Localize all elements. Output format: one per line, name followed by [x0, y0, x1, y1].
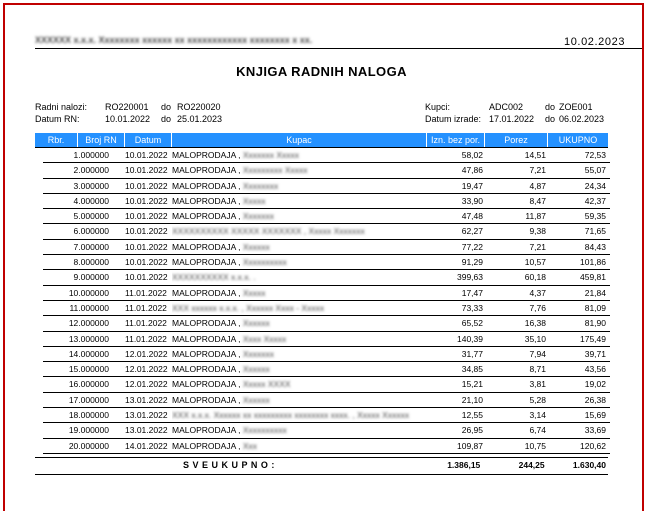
row-izn-bez-por: 399,63	[457, 272, 483, 283]
row-kupac-redacted: Xxxxxxxxx Xxxxx	[242, 165, 308, 176]
row-porez: 3,81	[529, 379, 546, 390]
filter-kupci	[425, 101, 604, 113]
row-kupac	[172, 194, 427, 209]
row-porez: 3,14	[529, 410, 546, 421]
row-kupac-redacted: Xxxxxxxxxx	[242, 425, 287, 436]
row-ukupno: 33,69	[584, 425, 606, 436]
col-header-rbr: Rbr.	[35, 133, 78, 147]
row-kupac-redacted: Xxxxx	[242, 195, 266, 206]
header-divider	[35, 48, 644, 49]
table-row	[35, 423, 608, 438]
row-kupac	[172, 423, 427, 438]
row-kupac	[172, 163, 427, 178]
row-kupac-prefix: MALOPRODAJA ,	[172, 241, 243, 252]
row-kupac-redacted: Xxxxxxx	[242, 348, 275, 359]
row-kupac-prefix: MALOPRODAJA ,	[172, 333, 243, 344]
row-kupac-prefix: MALOPRODAJA ,	[172, 364, 243, 375]
row-broj-rn: 10.000000	[68, 287, 109, 298]
col-header-porez: Porez	[485, 133, 548, 147]
row-ukupno: 39,71	[584, 348, 606, 359]
row-datum: 13.01.2022	[125, 410, 168, 421]
filter-separator: do	[161, 102, 172, 112]
filter-from: 10.01.2022	[105, 114, 151, 124]
row-broj-rn: 20.000000	[68, 440, 109, 451]
row-kupac	[172, 240, 427, 255]
row-kupac-redacted: Xxxxxxx	[242, 211, 275, 222]
table-row	[35, 270, 608, 285]
row-kupac	[172, 270, 427, 285]
row-broj-rn: 13.000000	[68, 333, 109, 344]
row-izn-bez-por: 19,47	[461, 180, 483, 191]
row-kupac-prefix: MALOPRODAJA ,	[172, 211, 243, 222]
row-ukupno: 43,56	[584, 364, 606, 375]
table-header	[35, 133, 608, 147]
table-row	[35, 163, 608, 178]
row-datum: 10.01.2022	[125, 165, 168, 176]
row-ukupno: 55,07	[584, 165, 606, 176]
row-izn-bez-por: 47,48	[461, 211, 483, 222]
row-datum: 11.01.2022	[125, 287, 167, 298]
row-broj-rn: 17.000000	[68, 394, 109, 405]
row-kupac-redacted: XXX xxxxxx x.x.x. , Xxxxxx Xxxx - Xxxxx	[172, 302, 325, 313]
filter-separator: do	[545, 114, 556, 124]
row-kupac	[172, 301, 427, 316]
row-kupac	[172, 362, 427, 377]
table-rows	[35, 147, 608, 454]
row-izn-bez-por: 33,90	[461, 195, 483, 206]
table-row	[35, 301, 608, 316]
filter-separator: do	[161, 114, 172, 124]
row-broj-rn: 8.000000	[73, 257, 109, 268]
row-porez: 11,87	[525, 211, 546, 222]
filter-from: ADC002	[489, 102, 524, 112]
row-kupac-redacted: XXX x.x.x. Xxxxxx xx xxxxxxxxx xxxxxxxx xxxx. , Xxxxx Xxxxxx	[172, 410, 410, 421]
row-izn-bez-por: 58,02	[461, 150, 483, 160]
row-ukupno: 120,62	[580, 440, 606, 451]
row-kupac-redacted: Xxxx Xxxxx	[242, 333, 287, 344]
table-row	[35, 148, 608, 163]
filter-label: Datum izrade:	[425, 114, 482, 124]
filter-datum-rn	[35, 113, 222, 125]
row-datum: 10.01.2022	[125, 272, 168, 283]
row-broj-rn: 16.000000	[68, 379, 109, 390]
row-broj-rn: 2.000000	[73, 165, 109, 176]
table-row	[35, 362, 608, 377]
filter-from: RO220001	[105, 102, 149, 112]
row-porez: 16,38	[524, 318, 546, 329]
table-row	[35, 439, 608, 454]
row-porez: 8,71	[529, 364, 546, 375]
row-datum: 10.01.2022	[125, 241, 168, 252]
filter-label: Kupci:	[425, 102, 451, 112]
total-ukupno: 1.630,40	[572, 459, 606, 470]
total-izn: 1.386,15	[447, 459, 481, 470]
row-porez: 10,75	[524, 440, 546, 451]
row-kupac-prefix: MALOPRODAJA ,	[172, 348, 243, 359]
row-porez: 4,37	[529, 287, 546, 298]
table-row	[35, 347, 608, 362]
col-header-broj-rn: Broj RN	[78, 133, 125, 147]
row-ukupno: 26,38	[584, 394, 606, 405]
row-izn-bez-por: 73,33	[461, 302, 483, 313]
row-kupac-prefix: MALOPRODAJA ,	[172, 195, 243, 206]
total-porez: 244,25	[518, 459, 545, 470]
row-ukupno: 84,43	[584, 241, 606, 252]
row-kupac-redacted: Xxxxxxx Xxxxx	[242, 150, 300, 160]
row-kupac	[172, 316, 427, 331]
col-header-izn-bez-por: Izn. bez por.	[427, 133, 485, 147]
row-ukupno: 21,84	[584, 287, 606, 298]
report-window	[3, 3, 644, 511]
row-izn-bez-por: 62,27	[461, 226, 483, 237]
row-kupac-redacted: XXXXXXXXXX x.x.x. .	[172, 272, 256, 283]
table-row	[35, 194, 608, 209]
row-kupac-prefix: MALOPRODAJA ,	[172, 318, 243, 329]
row-porez: 4,87	[529, 180, 546, 191]
row-broj-rn: 18.000000	[68, 410, 109, 421]
filter-label: Radni nalozi:	[35, 102, 88, 112]
row-ukupno: 81,90	[584, 318, 606, 329]
row-porez: 5,28	[529, 394, 546, 405]
row-izn-bez-por: 109,87	[457, 440, 483, 451]
col-header-ukupno: UKUPNO	[558, 135, 598, 145]
filter-to: RO220020	[177, 102, 221, 112]
table-row	[35, 393, 608, 408]
row-ukupno: 71,65	[584, 226, 606, 237]
filter-label: Datum RN:	[35, 114, 80, 124]
row-broj-rn: 19.000000	[68, 425, 109, 436]
row-kupac-redacted: Xxxxxxxxxx	[242, 257, 287, 268]
row-kupac	[172, 408, 427, 423]
row-kupac	[172, 347, 427, 362]
table-row	[35, 316, 608, 331]
row-ukupno: 101,86	[580, 257, 606, 268]
row-broj-rn: 1.000000	[73, 150, 109, 160]
row-kupac-redacted: Xxx	[242, 440, 258, 451]
row-datum: 11.01.2022	[125, 333, 167, 344]
row-izn-bez-por: 77,22	[461, 241, 483, 252]
page-title: KNJIGA RADNIH NALOGA	[236, 64, 407, 79]
row-broj-rn: 7.000000	[73, 241, 109, 252]
row-datum: 10.01.2022	[125, 257, 168, 268]
total-label: S V E U K U P N O :	[183, 459, 275, 470]
row-kupac-redacted: Xxxxx XXXX	[242, 379, 291, 390]
row-kupac-prefix: MALOPRODAJA ,	[172, 257, 243, 268]
row-broj-rn: 14.000000	[68, 348, 109, 359]
table-row	[35, 255, 608, 270]
table-row	[35, 332, 608, 347]
row-izn-bez-por: 34,85	[461, 364, 483, 375]
row-kupac	[172, 393, 427, 408]
row-broj-rn: 9.000000	[73, 272, 109, 283]
filter-to: ZOE001	[559, 102, 593, 112]
filter-datum-izrade	[425, 113, 604, 125]
row-ukupno: 175,49	[580, 333, 606, 344]
row-datum: 10.01.2022	[125, 226, 168, 237]
row-datum: 11.01.2022	[125, 318, 167, 329]
row-ukupno: 59,35	[584, 211, 606, 222]
row-izn-bez-por: 12,55	[461, 410, 483, 421]
row-kupac-redacted: Xxxxxx	[242, 318, 270, 329]
row-datum: 13.01.2022	[125, 394, 168, 405]
col-header-datum: Datum	[125, 133, 172, 147]
report-date: 10.02.2023	[564, 36, 626, 48]
row-izn-bez-por: 91,29	[461, 257, 483, 268]
table-row	[35, 224, 608, 239]
row-kupac-redacted: Xxxxxx	[242, 364, 270, 375]
row-broj-rn: 12.000000	[68, 318, 109, 329]
row-izn-bez-por: 65,52	[461, 318, 483, 329]
row-porez: 60,18	[524, 272, 546, 283]
row-porez: 7,21	[529, 165, 546, 176]
row-porez: 14,51	[524, 150, 546, 160]
table-row	[35, 209, 608, 224]
row-porez: 8,47	[529, 195, 546, 206]
row-izn-bez-por: 31,77	[461, 348, 483, 359]
row-izn-bez-por: 26,95	[461, 425, 483, 436]
row-kupac-prefix: MALOPRODAJA ,	[172, 150, 243, 160]
filters-right	[425, 101, 604, 125]
row-porez: 6,74	[529, 425, 546, 436]
filter-radni-nalozi	[35, 101, 222, 113]
table-row	[35, 286, 608, 301]
row-kupac	[172, 377, 427, 392]
row-kupac-redacted: Xxxxxx	[242, 241, 270, 252]
row-kupac	[172, 439, 427, 454]
row-broj-rn: 4.000000	[73, 195, 109, 206]
work-orders-table	[35, 133, 608, 475]
total-row	[35, 457, 608, 475]
row-datum: 10.01.2022	[125, 150, 168, 160]
row-kupac-prefix: MALOPRODAJA ,	[172, 440, 243, 451]
row-ukupno: 24,34	[584, 180, 606, 191]
row-kupac-prefix: MALOPRODAJA ,	[172, 425, 243, 436]
row-ukupno: 459,81	[580, 272, 606, 283]
row-ukupno: 19,02	[584, 379, 606, 390]
row-kupac	[172, 148, 427, 163]
col-header-kupac: Kupac	[172, 133, 427, 147]
row-datum: 12.01.2022	[125, 348, 168, 359]
row-broj-rn: 11.000000	[69, 302, 109, 313]
row-porez: 10,57	[524, 257, 546, 268]
row-datum: 10.01.2022	[125, 211, 168, 222]
table-row	[35, 408, 608, 423]
row-kupac	[172, 286, 427, 301]
table-row	[35, 179, 608, 194]
row-datum: 12.01.2022	[125, 364, 168, 375]
row-porez: 35,10	[524, 333, 546, 344]
row-datum: 12.01.2022	[125, 379, 168, 390]
row-kupac-prefix: MALOPRODAJA ,	[172, 379, 243, 390]
row-kupac-prefix: MALOPRODAJA ,	[172, 287, 243, 298]
row-ukupno: 42,37	[584, 195, 606, 206]
row-izn-bez-por: 15,21	[461, 379, 483, 390]
row-ukupno: 81,09	[584, 302, 606, 313]
filter-from: 17.01.2022	[489, 114, 535, 124]
row-porez: 7,21	[529, 241, 546, 252]
row-kupac	[172, 332, 427, 347]
row-kupac-redacted: Xxxxxx	[242, 394, 270, 405]
row-ukupno: 72,53	[584, 150, 606, 160]
row-izn-bez-por: 17,47	[461, 287, 483, 298]
row-izn-bez-por: 140,39	[457, 333, 483, 344]
row-porez: 7,94	[529, 348, 546, 359]
row-kupac-redacted: Xxxxx	[242, 287, 266, 298]
filter-to: 25.01.2023	[177, 114, 223, 124]
filter-separator: do	[545, 102, 556, 112]
row-izn-bez-por: 47,86	[461, 165, 483, 176]
row-kupac-prefix: MALOPRODAJA ,	[172, 165, 243, 176]
row-broj-rn: 15.000000	[68, 364, 109, 375]
filters-left	[35, 101, 222, 125]
row-broj-rn: 5.000000	[73, 211, 109, 222]
filter-to: 06.02.2023	[559, 114, 605, 124]
row-kupac-redacted: Xxxxxxxx	[242, 180, 279, 191]
row-izn-bez-por: 21,10	[461, 394, 483, 405]
row-kupac-prefix: MALOPRODAJA ,	[172, 180, 243, 191]
row-datum: 10.01.2022	[125, 180, 168, 191]
row-ukupno: 15,69	[584, 410, 606, 421]
row-porez: 9,38	[529, 226, 546, 237]
row-broj-rn: 3.000000	[73, 180, 109, 191]
row-kupac	[172, 209, 427, 224]
row-datum: 13.01.2022	[125, 425, 168, 436]
row-kupac	[172, 255, 427, 270]
row-kupac	[172, 224, 427, 239]
row-porez: 7,76	[529, 302, 546, 313]
row-kupac	[172, 179, 427, 194]
row-datum: 14.01.2022	[125, 440, 168, 451]
table-row	[35, 240, 608, 255]
row-kupac-prefix: MALOPRODAJA ,	[172, 394, 243, 405]
company-line: XXXXXX x.x.x. Xxxxxxxx xxxxxx xx xxxxxxxxxxxx xxxxxxxx x xx.	[35, 35, 313, 45]
row-datum: 11.01.2022	[125, 302, 167, 313]
row-datum: 10.01.2022	[125, 195, 168, 206]
table-row	[35, 377, 608, 392]
row-kupac-redacted: XXXXXXXXXX XXXXX XXXXXXX , Xxxxx Xxxxxxx	[172, 226, 365, 237]
row-broj-rn: 6.000000	[73, 226, 109, 237]
